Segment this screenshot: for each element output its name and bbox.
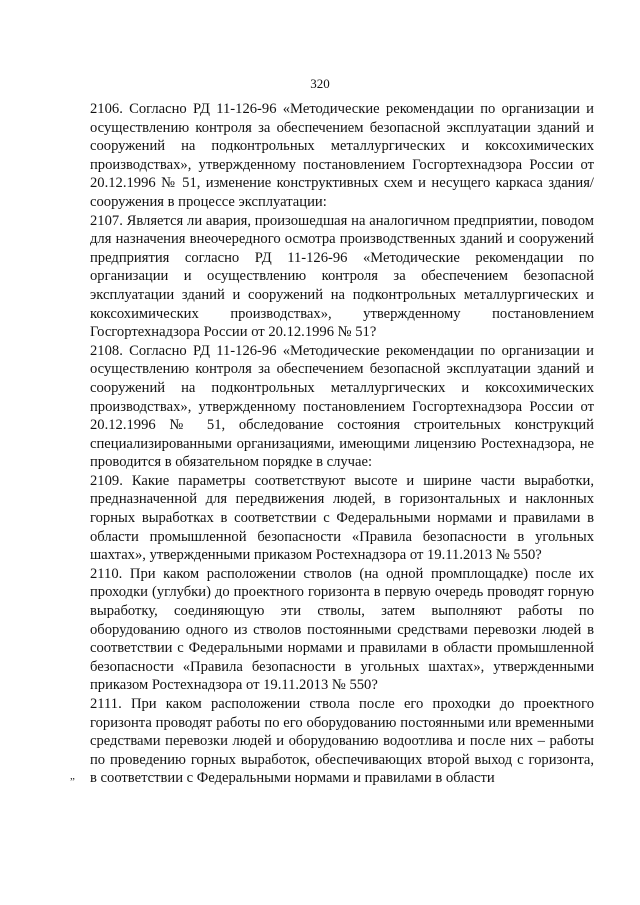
paragraph-2109: 2109. Какие параметры соответствуют высоте и ширине части выработки, предназначенной для передвижения людей, в горизонтальных и наклонных горных выработках в соответствии с Федеральными нормами и правилами в области промышленной безопасности «Правила безопасности в угольных шахтах», утвержденными приказом Ростехнадзора от 19.11.2013 № 550? (90, 472, 594, 564)
paragraph-2107: 2107. Является ли авария, произошедшая на аналогичном предприятии, поводом для назначения внеочередного осмотра производственных зданий и сооружений предприятия согласно РД 11-126-96 «Методические рекомендации по организации и осуществлению контроля за обеспечением безопасной эксплуатации зданий и сооружений на подконтрольных металлургических и коксохимических производствах», утвержденному постановлением Госгортехнадзора России от 20.12.1996 № 51? (90, 212, 594, 341)
paragraph-2108: 2108. Согласно РД 11-126-96 «Методические рекомендации по организации и осуществлению контроля за обеспечением безопасной эксплуатации зданий и сооружений на подконтрольных металлургических и коксохимических производствах», утвержденному постановлением Госгортехнадзора России от 20.12.1996 № 51, обследование состояния строительных конструкций специализированными организациями, имеющими лицензию Ростехнадзора, не проводится в обязательном порядке в случае: (90, 342, 594, 471)
paragraph-2111: 2111. При каком расположении ствола после его проходки до проектного горизонта проводят работы по его оборудованию постоянными или временными средствами перевозки людей и оборудованию водоотлива и после них – работы по проведению горных выработок, обеспечивающих второй выход с горизонта, в соответствии с Федеральными нормами и правилами в области (90, 696, 594, 787)
paragraph-2106: 2106. Согласно РД 11-126-96 «Методические рекомендации по организации и осуществлению контроля за обеспечением безопасной эксплуатации зданий и сооружений на подконтрольных металлургических и коксохимических производствах», утвержденному постановлением Госгортехнадзора России от 20.12.1996 № 51, изменение конструктивных схем и несущего каркаса здания/сооружения в процессе эксплуатации: (90, 101, 594, 210)
paragraph-2110: 2110. При каком расположении стволов (на одной промплощадке) после их проходки (углубки) до проектного горизонта в первую очередь проводят горную выработку, соединяющую эти стволы, затем выполняют работы по оборудованию одного из стволов постоянными средствами перевозки людей в соответствии с Федеральными нормами и правилами в области промышленной безопасности «Правила безопасности в угольных шахтах», утвержденными приказом Ростехнадзора от 19.11.2013 № 550? (90, 565, 594, 694)
margin-mark: „ (70, 770, 75, 782)
page-number: 320 (310, 76, 330, 91)
document-body (90, 100, 594, 788)
